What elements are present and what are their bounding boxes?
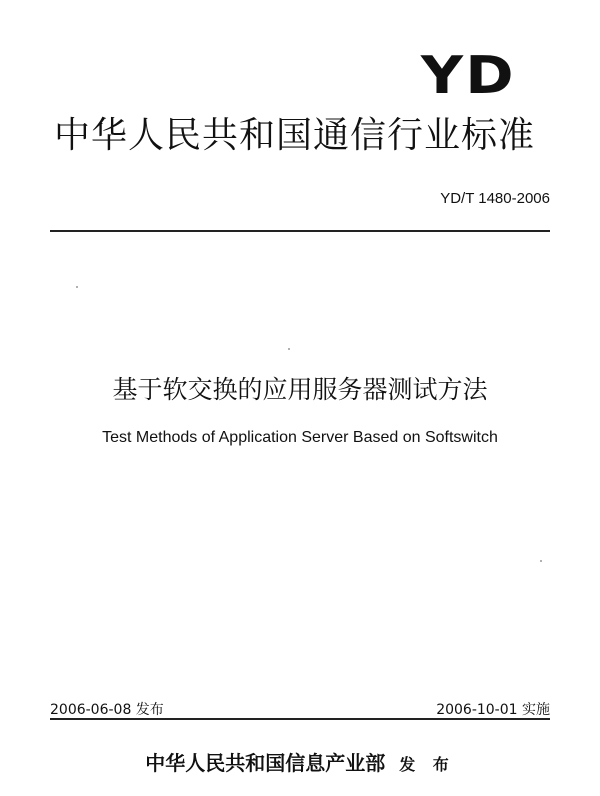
footer-divider	[50, 718, 550, 720]
issue-label: 发 布	[399, 755, 455, 774]
implement-date: 2006-10-01 实施	[436, 702, 550, 718]
document-title-english: Test Methods of Application Server Based on Softswitch	[102, 429, 498, 446]
document-title-chinese: 基于软交换的应用服务器测试方法	[112, 375, 488, 404]
scan-speck	[288, 348, 290, 350]
standard-category-title: 中华人民共和国通信行业标准	[54, 115, 536, 156]
issuer-name: 中华人民共和国信息产业部	[145, 751, 386, 775]
header-divider	[50, 230, 550, 232]
publish-date: 2006-06-08 发布	[50, 702, 164, 718]
yd-logo: YD	[420, 46, 516, 106]
standard-number: YD/T 1480-2006	[440, 190, 550, 207]
scan-speck	[76, 286, 78, 288]
scan-speck	[540, 560, 542, 562]
issuing-authority	[0, 747, 600, 776]
